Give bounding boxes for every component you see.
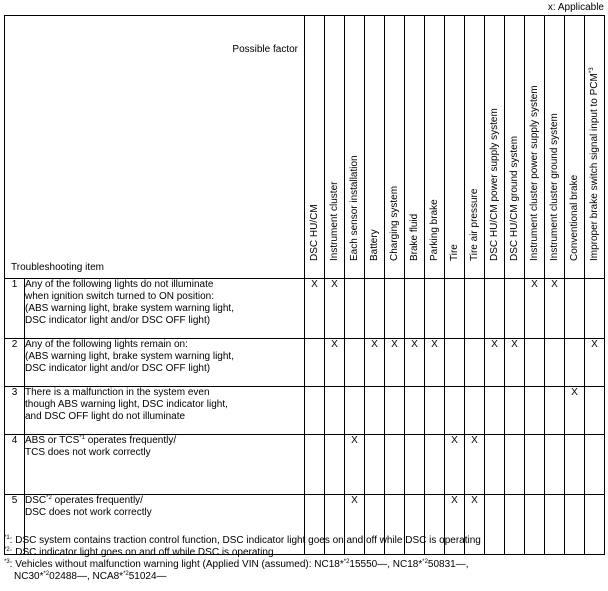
factor-label: DSC HU/CM ground system xyxy=(508,135,520,261)
factor-label: Brake fluid xyxy=(408,213,420,261)
factor-label: Conventional brake xyxy=(568,174,580,261)
factor-header xyxy=(465,16,485,279)
item-line: Any of the following lights remain on: xyxy=(25,339,188,350)
applicability-cell xyxy=(385,279,405,339)
applicability-cell xyxy=(565,387,585,435)
factor-label: Instrument cluster power supply system xyxy=(528,85,540,261)
applicability-cell xyxy=(465,339,485,387)
factor-label: Tire air pressure xyxy=(468,188,480,261)
item-line: and DSC OFF light do not illuminate xyxy=(25,411,186,422)
factor-header xyxy=(325,16,345,279)
applicable-mark: X xyxy=(591,339,598,350)
item-line: Any of the following lights do not illuminate xyxy=(25,279,214,290)
factor-header xyxy=(565,16,585,279)
applicable-mark: X xyxy=(551,279,558,290)
applicability-cell xyxy=(465,387,485,435)
applicability-cell xyxy=(585,279,605,339)
footnote: $^{*2}$: DSC indicator light goes on and off while DSC is operating xyxy=(4,547,274,558)
applicable-mark: X xyxy=(311,279,318,290)
row-number: 1 xyxy=(5,279,25,339)
factor-label: Instrument cluster ground system xyxy=(548,113,560,261)
troubleshooting-item xyxy=(25,339,305,387)
footnotes xyxy=(4,535,604,583)
applicability-cell xyxy=(485,435,505,495)
applicability-cell xyxy=(405,279,425,339)
applicable-mark: X xyxy=(471,435,478,446)
applicability-cell xyxy=(325,435,345,495)
footnote: NC30*$^{*2}$02488—, NCA8*$^{*2}$51024— xyxy=(14,571,167,582)
row-number: 5 xyxy=(5,495,25,555)
item-line: TCS does not work correctly xyxy=(25,447,151,458)
factor-label: Tire xyxy=(448,244,460,261)
applicability-cell xyxy=(325,279,345,339)
applicability-cell xyxy=(345,435,365,495)
factor-label: Parking brake xyxy=(428,199,440,261)
applicable-mark: X xyxy=(411,339,418,350)
factor-label: Improper brake switch signal input to PCM$^{*3}$ xyxy=(588,67,600,261)
applicability-cell xyxy=(505,435,525,495)
possible-factor-label: Possible factor xyxy=(232,44,298,55)
factor-label: DSC HU/CM xyxy=(308,204,320,261)
applicability-cell xyxy=(305,387,325,435)
applicability-cell xyxy=(525,387,545,435)
applicability-cell xyxy=(365,387,385,435)
applicability-cell xyxy=(485,339,505,387)
applicability-cell xyxy=(545,387,565,435)
applicability-cell xyxy=(565,435,585,495)
factor-header xyxy=(305,16,325,279)
applicability-cell xyxy=(525,435,545,495)
item-line: There is a malfunction in the system even xyxy=(25,387,210,398)
header-row xyxy=(5,16,605,279)
applicability-cell xyxy=(305,435,325,495)
applicability-cell xyxy=(425,279,445,339)
row-number: 2 xyxy=(5,339,25,387)
footnote: $^{*3}$: Vehicles without malfunction warning light (Applied VIN (assumed): NC18*$^{*2}$15550—, NC18*$^{*2}$50831—, xyxy=(4,559,469,570)
factor-header xyxy=(405,16,425,279)
factor-header xyxy=(525,16,545,279)
table-row xyxy=(5,339,605,387)
applicability-cell xyxy=(465,279,485,339)
applicable-mark: X xyxy=(491,339,498,350)
table-row xyxy=(5,387,605,435)
applicability-cell xyxy=(485,387,505,435)
applicability-cell xyxy=(505,387,525,435)
applicability-cell xyxy=(345,387,365,435)
factor-header xyxy=(485,16,505,279)
applicable-mark: X xyxy=(431,339,438,350)
factor-header xyxy=(545,16,565,279)
applicability-cell xyxy=(425,387,445,435)
applicability-cell xyxy=(385,435,405,495)
applicability-cell xyxy=(305,279,325,339)
item-line: DSC$^{*2}$ operates frequently/ xyxy=(25,495,143,506)
applicability-cell xyxy=(585,435,605,495)
applicability-cell xyxy=(325,339,345,387)
applicable-mark: X xyxy=(471,495,478,506)
troubleshooting-item xyxy=(25,435,305,495)
factor-header xyxy=(505,16,525,279)
factor-header xyxy=(385,16,405,279)
applicability-cell xyxy=(305,339,325,387)
applicable-mark: X xyxy=(331,279,338,290)
applicable-mark: X xyxy=(371,339,378,350)
applicability-cell xyxy=(445,339,465,387)
applicable-mark: X xyxy=(391,339,398,350)
factor-label: Charging system xyxy=(388,185,400,261)
applicability-cell xyxy=(425,339,445,387)
factor-header xyxy=(445,16,465,279)
item-line: (ABS warning light, brake system warning light, xyxy=(25,303,234,314)
item-line: DSC indicator light and/or DSC OFF light) xyxy=(25,315,211,326)
applicable-mark: X xyxy=(571,387,578,398)
factor-label: Each sensor installation xyxy=(348,155,360,261)
applicable-mark: X xyxy=(531,279,538,290)
factor-header xyxy=(425,16,445,279)
corner-cell xyxy=(5,16,305,279)
applicable-mark: X xyxy=(511,339,518,350)
applicability-cell xyxy=(425,435,445,495)
applicability-cell xyxy=(365,339,385,387)
item-line: when ignition switch turned to ON position: xyxy=(25,291,214,302)
footnote: $^{*1}$: DSC system contains traction control function, DSC indicator light goes on and off while DSC is operating xyxy=(4,535,481,546)
applicable-mark: X xyxy=(451,435,458,446)
applicability-cell xyxy=(505,279,525,339)
applicability-cell xyxy=(405,339,425,387)
applicability-cell xyxy=(485,279,505,339)
factor-label: DSC HU/CM power supply system xyxy=(488,108,500,261)
factor-header xyxy=(365,16,385,279)
applicability-cell xyxy=(345,339,365,387)
row-number: 4 xyxy=(5,435,25,495)
table-row xyxy=(5,435,605,495)
applicability-cell xyxy=(365,279,385,339)
applicability-cell xyxy=(585,339,605,387)
troubleshooting-item-label: Troubleshooting item xyxy=(11,262,105,273)
legend: x: Applicable xyxy=(547,2,604,13)
item-line: DSC indicator light and/or DSC OFF light) xyxy=(25,363,211,374)
table-row xyxy=(5,279,605,339)
applicable-mark: X xyxy=(331,339,338,350)
applicability-cell xyxy=(565,279,585,339)
applicability-cell xyxy=(405,435,425,495)
applicability-cell xyxy=(445,435,465,495)
applicability-cell xyxy=(385,387,405,435)
item-line: DSC does not work correctly xyxy=(25,507,152,518)
applicability-cell xyxy=(545,279,565,339)
applicability-cell xyxy=(385,339,405,387)
troubleshooting-item xyxy=(25,387,305,435)
troubleshooting-matrix xyxy=(4,15,605,555)
applicability-cell xyxy=(585,387,605,435)
applicable-mark: X xyxy=(351,435,358,446)
factor-header xyxy=(345,16,365,279)
applicability-cell xyxy=(525,339,545,387)
applicability-cell xyxy=(445,279,465,339)
applicability-cell xyxy=(325,387,345,435)
troubleshooting-item xyxy=(25,279,305,339)
applicability-cell xyxy=(405,387,425,435)
factor-label: Battery xyxy=(368,229,380,261)
item-line: though ABS warning light, DSC indicator light, xyxy=(25,399,228,410)
applicability-cell xyxy=(345,279,365,339)
applicability-cell xyxy=(545,435,565,495)
factor-label: Instrument cluster xyxy=(328,181,340,261)
row-number: 3 xyxy=(5,387,25,435)
factor-header xyxy=(585,16,605,279)
applicability-cell xyxy=(565,339,585,387)
applicability-cell xyxy=(525,279,545,339)
applicable-mark: X xyxy=(451,495,458,506)
applicability-cell xyxy=(545,339,565,387)
applicability-cell xyxy=(445,387,465,435)
applicability-cell xyxy=(505,339,525,387)
item-line: ABS or TCS$^{*1}$ operates frequently/ xyxy=(25,435,177,446)
applicability-cell xyxy=(365,435,385,495)
applicable-mark: X xyxy=(351,495,358,506)
applicability-cell xyxy=(465,435,485,495)
item-line: (ABS warning light, brake system warning light, xyxy=(25,351,234,362)
